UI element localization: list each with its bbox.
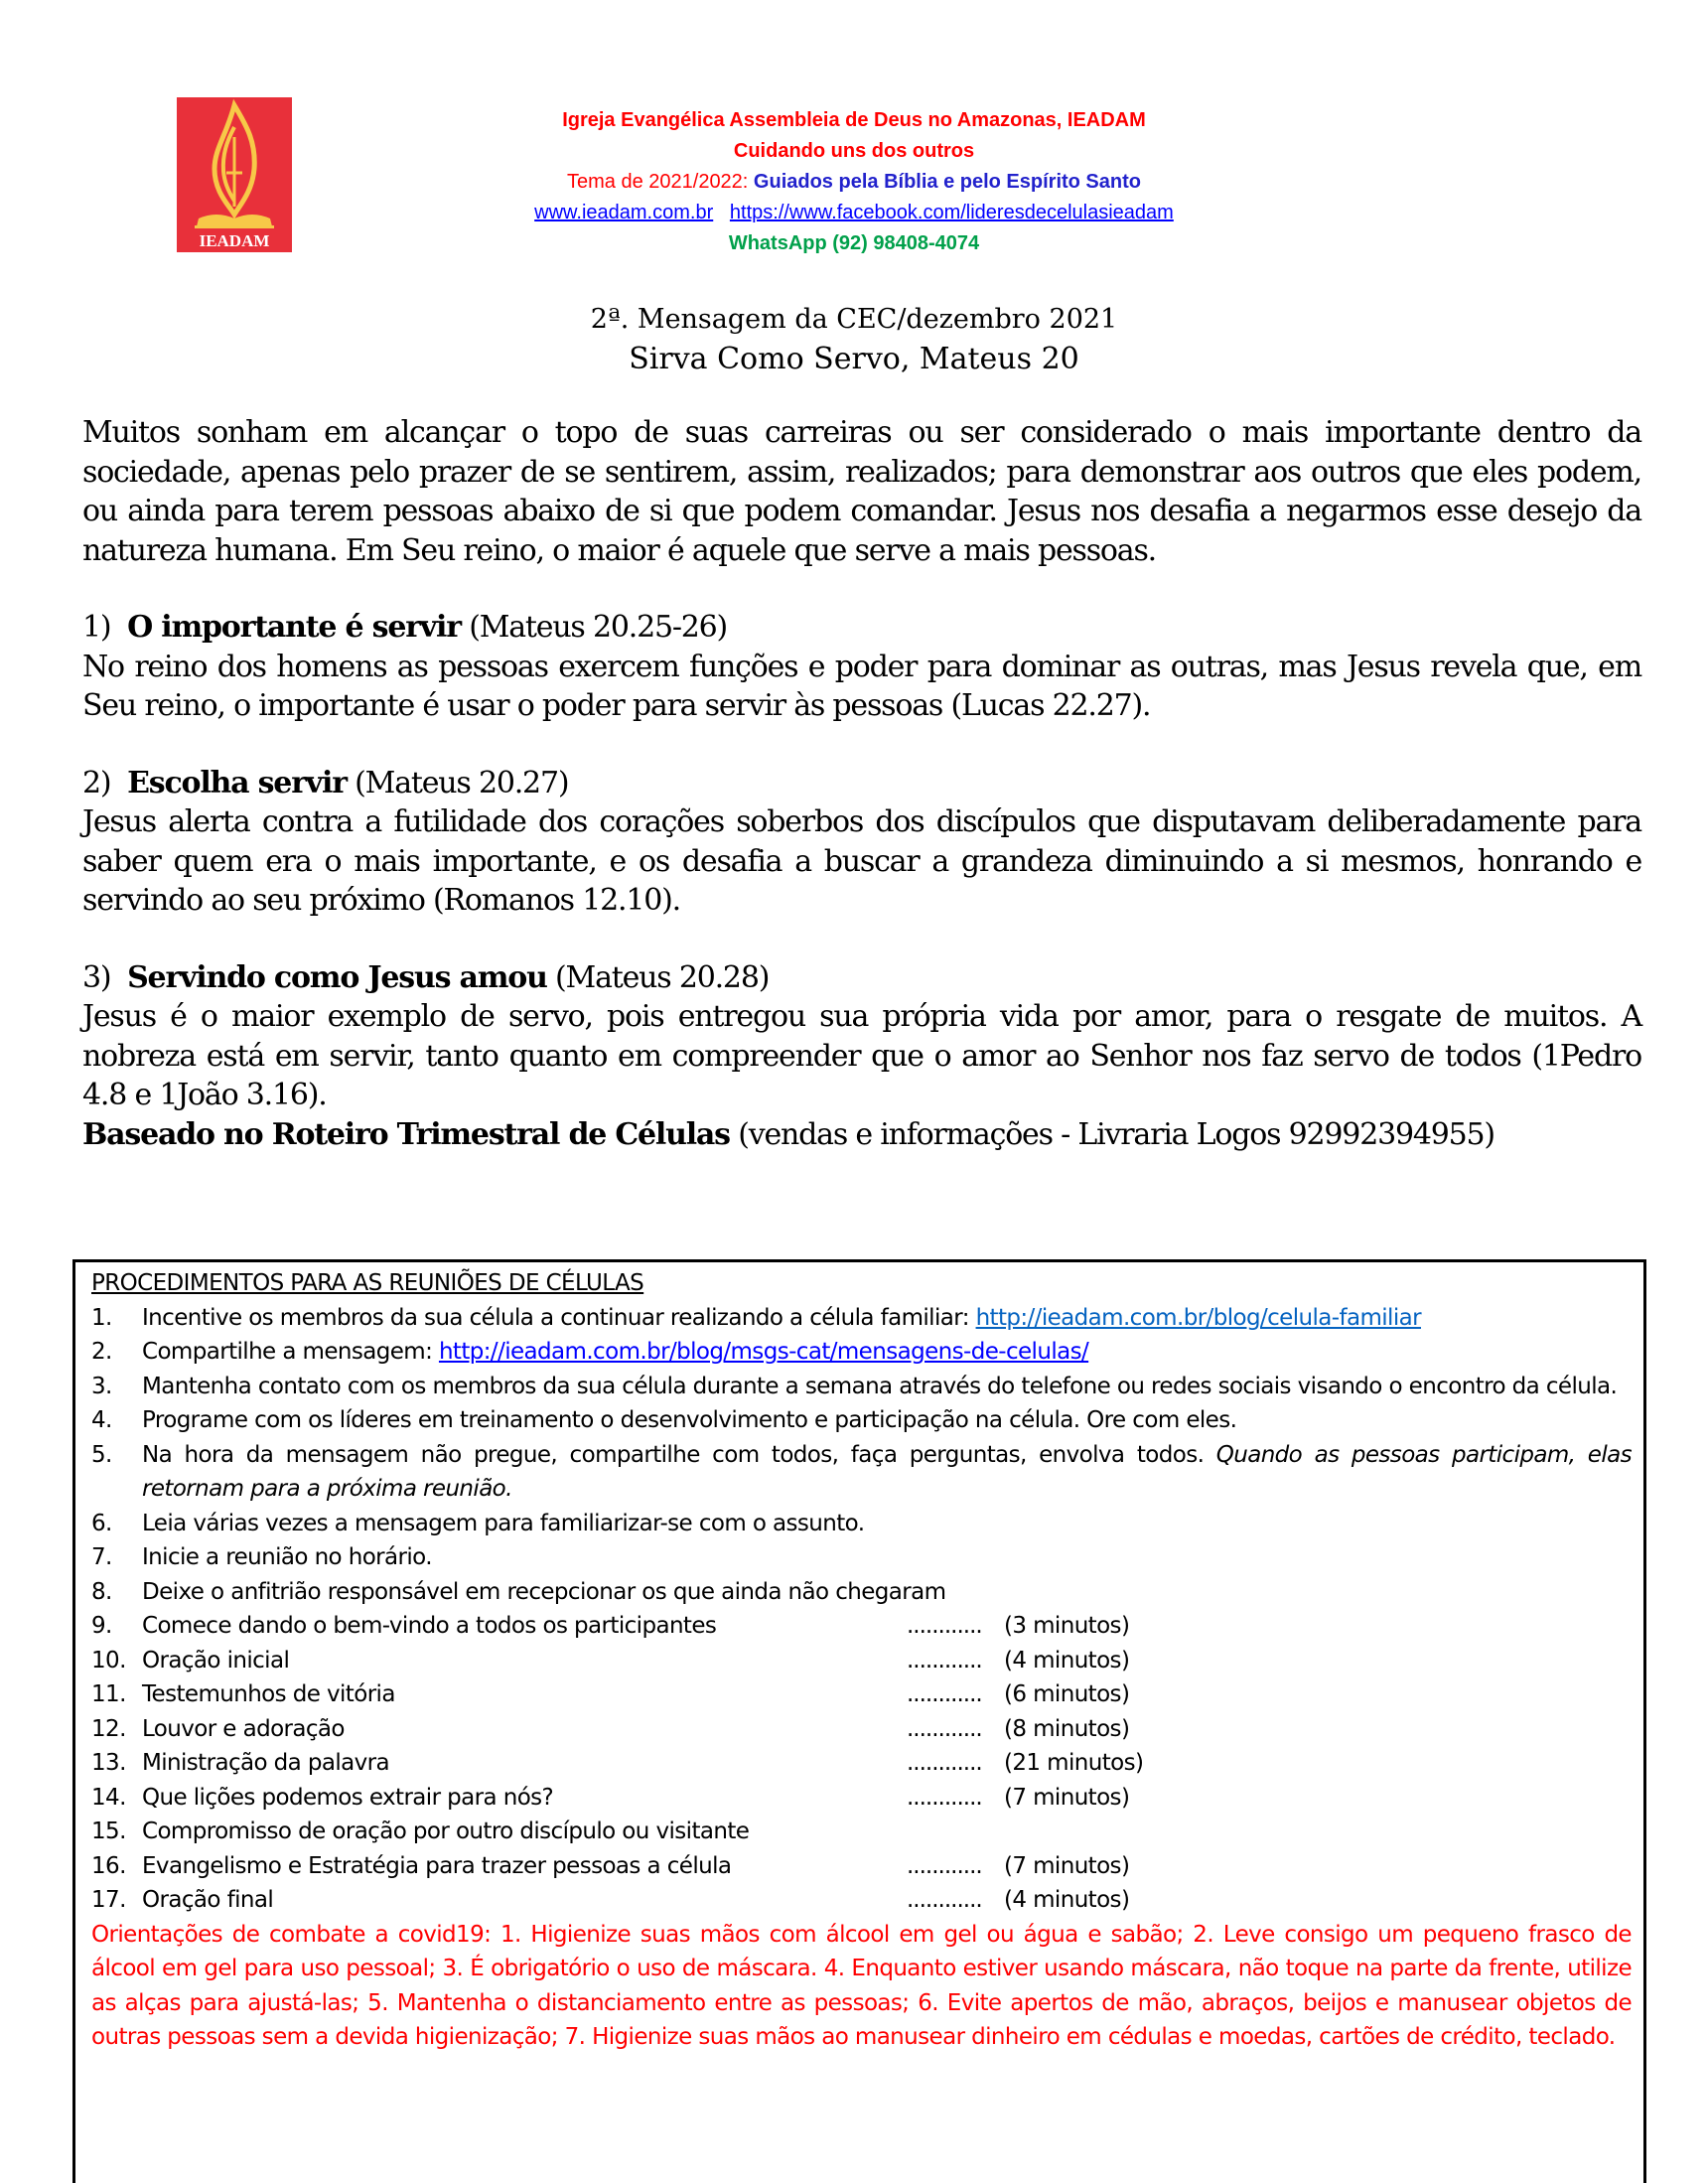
item-duration: (7 minutos) [1004, 1852, 1130, 1879]
timed-list-item [91, 1644, 1632, 1678]
item-label: Evangelismo e Estratégia para trazer pessoas a célula [142, 1852, 732, 1879]
item-label: Louvor e adoração [142, 1715, 345, 1742]
section-text: Jesus é o maior exemplo de servo, pois entregou sua própria vida por amor, para o resgate de muitos. A nobreza está em servir, tanto quanto em compreender que o amor ao Senhor nos faz servo de todos (1Pedro 4.8 e 1João 3.16). [82, 999, 1641, 1112]
item-label: Testemunhos de vitória [142, 1681, 395, 1707]
church-motto: Cuidando uns dos outros [733, 140, 975, 162]
procedures-title: PROCEDIMENTOS PARA AS REUNIÕES DE CÉLULAS [91, 1270, 644, 1296]
list-item [91, 1540, 1632, 1575]
item-number: 16. [91, 1852, 126, 1879]
item-text [142, 1301, 1632, 1336]
item-text: Leia várias vezes a mensagem para familiarizar-se com o assunto. [142, 1510, 865, 1536]
section-number: 2) [82, 765, 111, 800]
dot-leader: ............ [907, 1750, 982, 1776]
item-duration: (8 minutos) [1004, 1715, 1130, 1742]
section-reference: (Mateus 20.28) [546, 959, 770, 995]
section-title: Escolha servir [127, 765, 347, 800]
item-label: Na hora da mensagem não pregue, compartilhe com todos, faça perguntas, envolva todos. [142, 1441, 1216, 1468]
item-number: 3. [91, 1373, 112, 1399]
dot-leader: ............ [907, 1715, 982, 1742]
item-text [142, 1849, 1632, 1884]
timed-list-item [91, 1746, 1632, 1781]
intro-paragraph: Muitos sonham em alcançar o topo de suas carreiras ou ser considerado o mais importante dentro da sociedade, apenas pelo prazer de se sentirem, assim, realizados; para demonstrar aos outros que eles podem, ou ainda para terem pessoas abaixo de si que podem comandar. Jesus nos desafia a negarmos esse desejo da natureza humana. Em Seu reino, o maior é aquele que serve a mais pessoas. [82, 415, 1641, 568]
church-name: Igreja Evangélica Assembleia de Deus no Amazonas, IEADAM [562, 109, 1146, 131]
message-date-title: 2ª. Mensagem da CEC/dezembro 2021 [590, 304, 1118, 335]
item-number: 9. [91, 1613, 112, 1639]
item-number: 14. [91, 1784, 126, 1811]
section-heading [82, 608, 1641, 648]
section-text: No reino dos homens as pessoas exercem funções e poder para dominar as outras, mas Jesus revela que, em Seu reino, o importante é usar o poder para servir às pessoas (Lucas 22.27). [82, 649, 1641, 723]
item-text [142, 1781, 1632, 1816]
item-number: 8. [91, 1578, 112, 1605]
based-on-title: Baseado no Roteiro Trimestral de Células [82, 1116, 730, 1152]
dot-leader: ............ [907, 1613, 982, 1639]
dot-leader [907, 1815, 1004, 1849]
timed-list-item [91, 1781, 1632, 1816]
item-duration: (6 minutos) [1004, 1681, 1130, 1707]
item-text: Programe com os líderes em treinamento o desenvolvimento e participação na célula. Ore com eles. [142, 1407, 1237, 1433]
item-label: Ministração da palavra [142, 1750, 390, 1776]
logo-text: IEADAM [199, 231, 270, 250]
theme-text: Guiados pela Bíblia e pelo Espírito Santo [753, 171, 1141, 193]
item-number: 1. [91, 1304, 112, 1331]
section-number: 3) [82, 959, 111, 995]
item-number: 12. [91, 1715, 126, 1742]
item-number: 15. [91, 1819, 126, 1844]
item-text: Mantenha contato com os membros da sua célula durante a semana através do telefone ou redes sociais visando o encontro da célula. [142, 1373, 1618, 1399]
timed-list-item [91, 1609, 1632, 1644]
item-text [142, 1335, 1632, 1370]
list-item [91, 1335, 1632, 1370]
section-heading [82, 764, 1641, 803]
theme-prefix: Tema de 2021/2022: [567, 171, 754, 193]
item-number: 10. [91, 1647, 126, 1674]
section-text: Jesus alerta contra a futilidade dos corações soberbos dos discípulos que disputavam deliberadamente para saber quem era o mais importante, e os desafia a buscar a grandeza diminuindo a si mesmos, honrando e servindo ao seu próximo (Romanos 12.10). [82, 804, 1641, 918]
item-number: 5. [91, 1441, 112, 1468]
section-3 [82, 958, 1641, 1115]
based-on-note [82, 1115, 1641, 1155]
section-title: O importante é servir [127, 610, 461, 645]
timed-list-item [91, 1883, 1632, 1918]
dot-leader: ............ [907, 1647, 982, 1674]
item-label: Que lições podemos extrair para nós? [142, 1784, 554, 1811]
procedures-box [72, 1259, 1646, 2183]
dot-leader: ............ [907, 1784, 982, 1811]
list-item [91, 1438, 1632, 1507]
item-label: Incentive os membros da sua célula a continuar realizando a célula familiar: [142, 1304, 976, 1331]
item-number: 11. [91, 1681, 126, 1707]
message-body [82, 413, 1641, 1154]
item-duration: (7 minutos) [1004, 1784, 1130, 1811]
church-header [338, 105, 1370, 259]
mensagens-celulas-link[interactable]: http://ieadam.com.br/blog/msgs-cat/mensagens-de-celulas/ [438, 1339, 1089, 1365]
item-text: Inicie a reunião no horário. [142, 1544, 432, 1570]
item-text [142, 1815, 1632, 1849]
item-label: Oração inicial [142, 1647, 290, 1674]
procedures-list [91, 1301, 1632, 1918]
list-item [91, 1403, 1632, 1438]
section-2 [82, 764, 1641, 921]
dot-leader: ............ [907, 1681, 982, 1707]
item-number: 13. [91, 1750, 126, 1776]
item-label: Compartilhe a mensagem: [142, 1339, 439, 1365]
timed-list-item [91, 1815, 1632, 1849]
item-text [142, 1883, 1632, 1918]
ieadam-logo [177, 97, 292, 252]
item-text [142, 1712, 1632, 1747]
item-duration: (3 minutos) [1004, 1613, 1130, 1639]
covid-guidelines: Orientações de combate a covid19: 1. Higienize suas mãos com álcool em gel ou água e sabão; 2. Leve consigo um pequeno frasco de álcool em gel para uso pessoal; 3. É obrigatório o uso de máscara. 4. Enquanto estiver usando máscara, não toque na parte da frente, utilize as alças para ajustá-las; 5. Mantenha o distanciamento entre as pessoas; 6. Evite apertos de mão, abraços, beijos e manusear objetos de outras pessoas sem a devida higienização; 7. Higienize suas mãos ao manusear dinheiro em cédulas e moedas, cartões de crédito, teclado. [91, 1921, 1632, 2050]
website-link[interactable]: www.ieadam.com.br [534, 202, 714, 223]
item-duration: (4 minutos) [1004, 1887, 1130, 1913]
section-number: 1) [82, 610, 111, 645]
item-label: Comece dando o bem-vindo a todos os participantes [142, 1613, 717, 1639]
based-on-details: (vendas e informações - Livraria Logos 92992394955) [729, 1116, 1494, 1152]
document-title [0, 300, 1708, 379]
section-1 [82, 608, 1641, 726]
item-italic-note: Quando as pessoas participam, elas retornam para a próxima reunião. [142, 1441, 1632, 1502]
item-text [142, 1677, 1632, 1712]
list-item [91, 1507, 1632, 1541]
item-text [142, 1609, 1632, 1644]
section-reference: (Mateus 20.25-26) [460, 610, 728, 645]
item-duration: (21 minutos) [1004, 1750, 1144, 1776]
item-number: 6. [91, 1510, 112, 1536]
list-item [91, 1301, 1632, 1336]
item-number: 2. [91, 1339, 112, 1365]
section-reference: (Mateus 20.27) [346, 765, 569, 800]
dot-leader: ............ [907, 1887, 982, 1913]
item-text [142, 1746, 1632, 1781]
list-item [91, 1370, 1632, 1404]
item-text: Deixe o anfitrião responsável em recepcionar os que ainda não chegaram [142, 1578, 946, 1605]
dot-leader: ............ [907, 1852, 982, 1879]
links-line [338, 198, 1370, 228]
item-label: Oração final [142, 1887, 274, 1913]
section-heading [82, 958, 1641, 998]
timed-list-item [91, 1712, 1632, 1747]
section-title: Servindo como Jesus amou [127, 959, 547, 995]
item-text [142, 1644, 1632, 1678]
item-label: Compromisso de oração por outro discípulo ou visitante [142, 1819, 750, 1844]
list-item [91, 1575, 1632, 1610]
item-number: 17. [91, 1887, 126, 1913]
whatsapp-contact: WhatsApp (92) 98408-4074 [728, 232, 980, 254]
facebook-link[interactable]: https://www.facebook.com/lideresdecelulasieadam [729, 202, 1174, 223]
item-duration: (4 minutos) [1004, 1647, 1130, 1674]
flame-bible-emblem-icon [177, 97, 292, 252]
timed-list-item [91, 1677, 1632, 1712]
message-title: Sirva Como Servo, Mateus 20 [629, 342, 1079, 376]
theme-line [338, 167, 1370, 198]
item-number: 7. [91, 1544, 112, 1570]
celula-familiar-link[interactable]: http://ieadam.com.br/blog/celula-familiar [975, 1304, 1421, 1331]
item-number: 4. [91, 1407, 112, 1433]
item-text [142, 1438, 1632, 1507]
timed-list-item [91, 1849, 1632, 1884]
